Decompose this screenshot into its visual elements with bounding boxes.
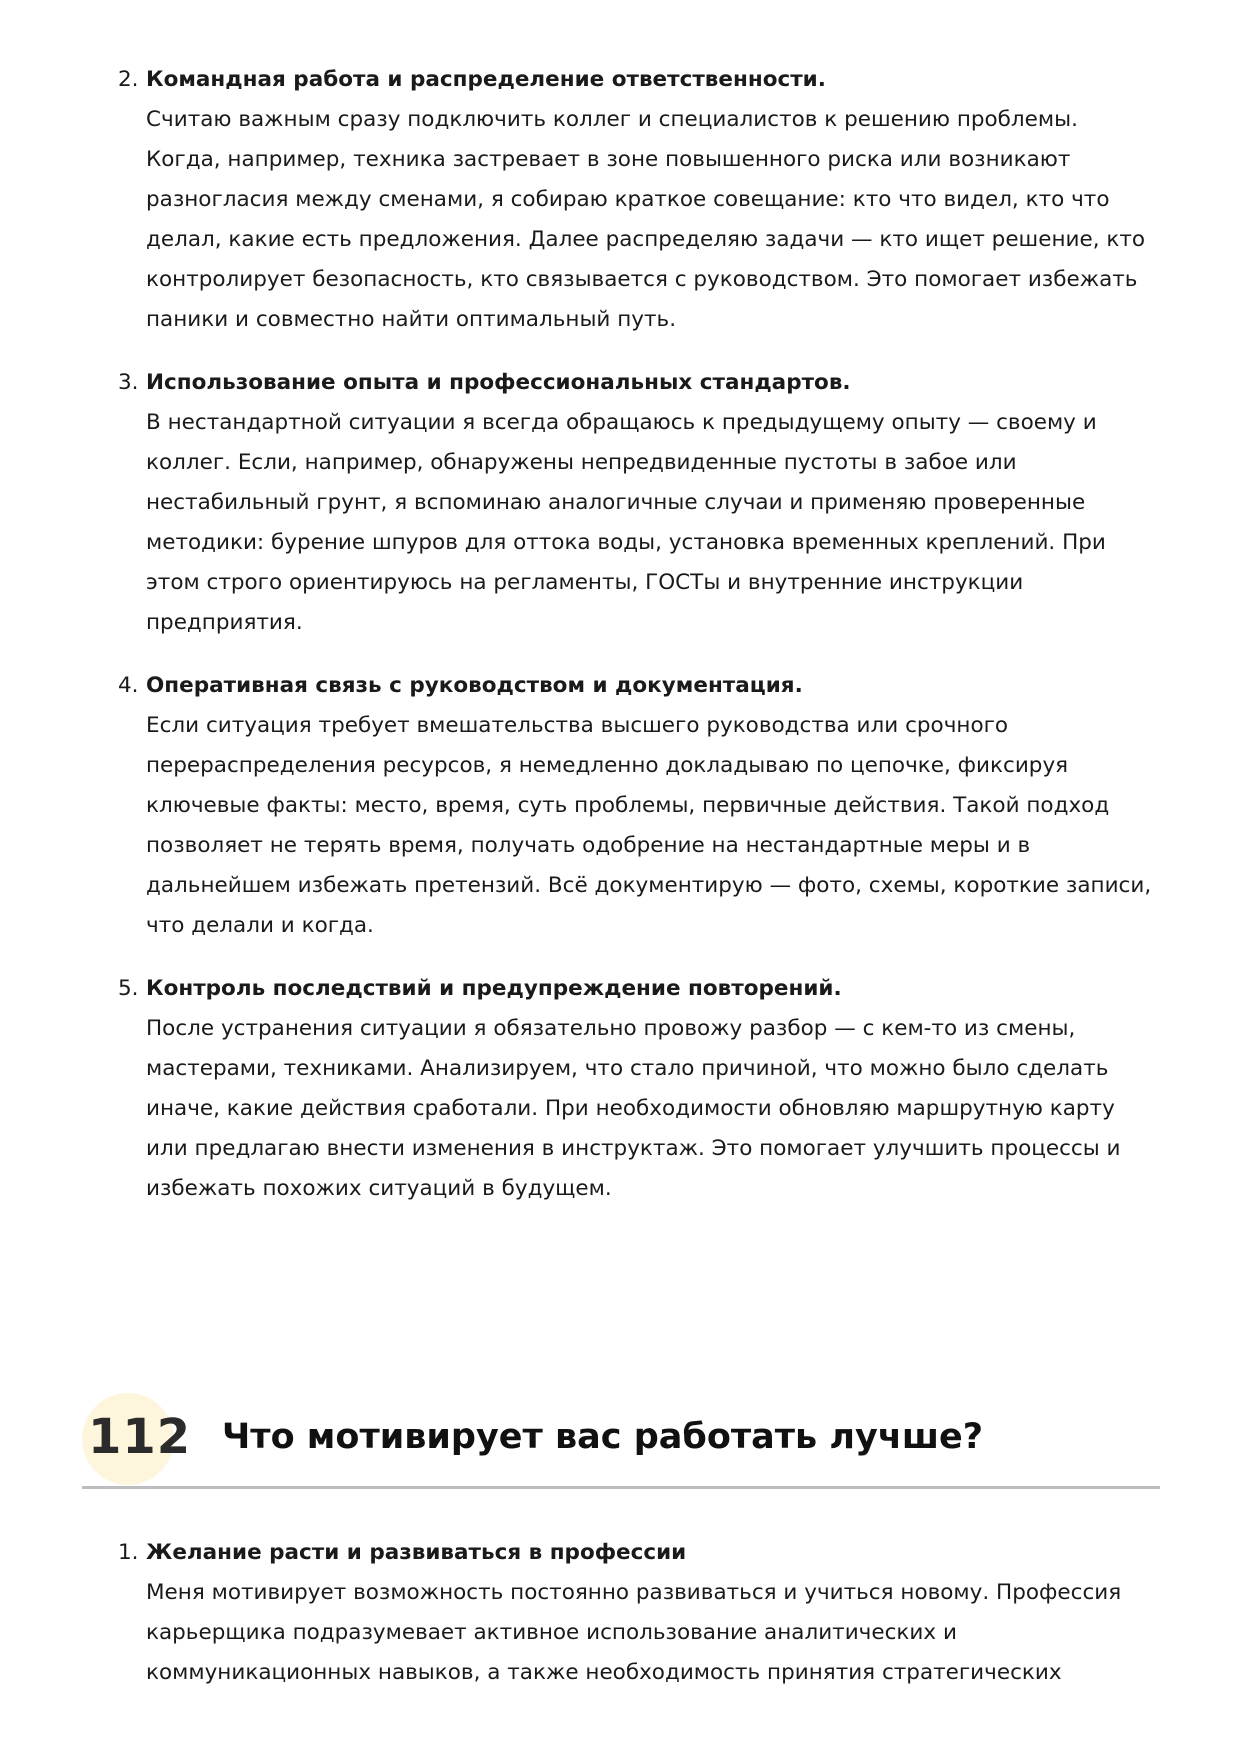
text-line: контролирует безопасность, кто связывается с руководством. Это помогает избежать (146, 267, 1138, 292)
text-line: этом строго ориентируюсь на регламенты, ГОСТы и внутренние инструкции (146, 570, 1024, 595)
text-line: мастерами, техниками. Анализируем, что стало причиной, что можно было сделать (146, 1056, 1109, 1081)
text-line: Меня мотивирует возможность постоянно развиваться и учиться новому. Профессия (146, 1580, 1122, 1605)
list-item-number: 2. (118, 67, 139, 92)
text-line: позволяет не терять время, получать одобрение на нестандартные меры и в (146, 833, 1031, 858)
list-item-title: Оперативная связь с руководством и документация. (146, 673, 803, 698)
list-item (118, 1533, 1158, 1693)
list-item-heading (118, 969, 1158, 1009)
list-item-text (118, 706, 1166, 946)
list-item-title: Желание расти и развиваться в профессии (146, 1540, 687, 1565)
list-item-number: 3. (118, 370, 139, 395)
text-line: методики: бурение шпуров для оттока воды, установка временных креплений. При (146, 530, 1106, 555)
list-item-heading (118, 666, 1158, 706)
list-item-text (118, 100, 1166, 340)
text-line: ключевые факты: место, время, суть проблемы, первичные действия. Такой подход (146, 793, 1110, 818)
text-line: Если ситуация требует вмешательства высшего руководства или срочного (146, 713, 1009, 738)
text-line: избежать похожих ситуаций в будущем. (146, 1176, 612, 1201)
text-line: иначе, какие действия сработали. При необходимости обновляю маршрутную карту (146, 1096, 1115, 1121)
list-item-number: 4. (118, 673, 139, 698)
text-line: коммуникационных навыков, а также необходимость принятия стратегических (146, 1660, 1062, 1685)
text-line: паники и совместно найти оптимальный путь. (146, 307, 677, 332)
text-line: что делали и когда. (146, 913, 374, 938)
list-item-heading (118, 60, 1158, 100)
list-item (118, 969, 1158, 1209)
list-item-heading (118, 1533, 1158, 1573)
list-item-title: Контроль последствий и предупреждение повторений. (146, 976, 842, 1001)
text-line: карьерщика подразумевает активное использование аналитических и (146, 1620, 957, 1645)
text-line: После устранения ситуации я обязательно провожу разбор — с кем-то из смены, (146, 1016, 1076, 1041)
text-line: коллег. Если, например, обнаружены непредвиденные пустоты в забое или (146, 450, 1017, 475)
list-item (118, 363, 1158, 643)
list-item-text (118, 1573, 1166, 1693)
text-line: или предлагаю внести изменения в инструктаж. Это помогает улучшить процессы и (146, 1136, 1121, 1161)
list-item (118, 60, 1158, 340)
section-number: 112 (88, 1409, 192, 1465)
list-item-text (118, 1009, 1166, 1209)
list-item-heading (118, 363, 1158, 403)
list-item-title: Использование опыта и профессиональных стандартов. (146, 370, 851, 395)
text-line: дальнейшем избежать претензий. Всё документирую — фото, схемы, короткие записи, (146, 873, 1152, 898)
text-line: делал, какие есть предложения. Далее распределяю задачи — кто ищет решение, кто (146, 227, 1146, 252)
text-line: предприятия. (146, 610, 303, 635)
text-line: В нестандартной ситуации я всегда обращаюсь к предыдущему опыту — своему и (146, 410, 1097, 435)
section-divider (82, 1486, 1160, 1489)
list-item-text (118, 403, 1166, 643)
list-item-title: Командная работа и распределение ответственности. (146, 67, 826, 92)
text-line: перераспределения ресурсов, я немедленно докладываю по цепочке, фиксируя (146, 753, 1069, 778)
text-line: Когда, например, техника застревает в зоне повышенного риска или возникают (146, 147, 1071, 172)
text-line: разногласия между сменами, я собираю краткое совещание: кто что видел, кто что (146, 187, 1110, 212)
text-line: Считаю важным сразу подключить коллег и специалистов к решению проблемы. (146, 107, 1078, 132)
section-title: Что мотивирует вас работать лучше? (222, 1417, 984, 1457)
list-item-number: 5. (118, 976, 139, 1001)
list-item-number: 1. (118, 1540, 139, 1565)
text-line: нестабильный грунт, я вспоминаю аналогичные случаи и применяю проверенные (146, 490, 1086, 515)
list-item (118, 666, 1158, 946)
section-header (82, 1393, 1160, 1491)
